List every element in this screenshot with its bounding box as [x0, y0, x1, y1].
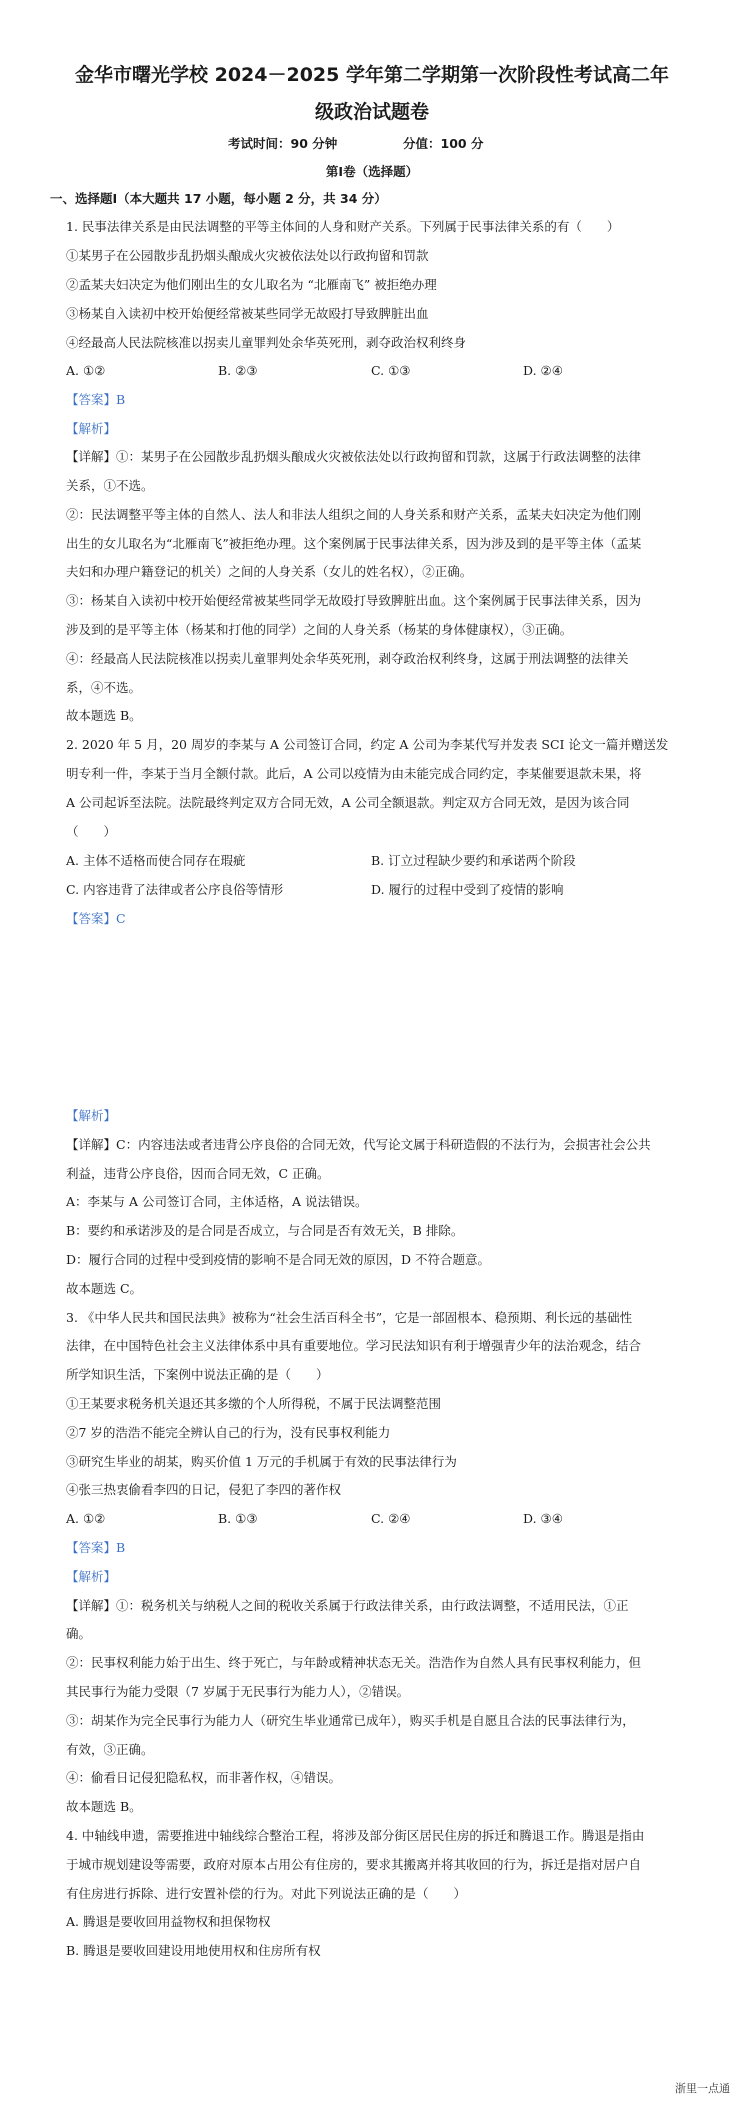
option-c: C. ①③	[371, 363, 411, 378]
detail-line: 关系，①不选。	[66, 478, 154, 493]
option-d: D. ③④	[523, 1511, 563, 1526]
question-stem: 法律，在中国特色社会主义法律体系中具有重要地位。学习民法知识有利于增强青少年的法治观念，结合	[66, 1338, 642, 1353]
exam-time: 考试时间：90 分钟	[228, 136, 338, 151]
statement-item: ③杨某自入读初中校开始便经常被某些同学无故殴打导致脾脏出血	[66, 306, 429, 321]
detail-line: 【详解】①：税务机关与纳税人之间的税收关系属于行政法律关系，由行政法调整，不适用民法，①正	[66, 1598, 629, 1613]
option-b: B. 腾退是要收回建设用地使用权和住房所有权	[66, 1943, 321, 1958]
detail-line: 涉及到的是平等主体（杨某和打他的同学）之间的人身关系（杨某的身体健康权），③正确。	[66, 622, 573, 637]
statement-item: ④张三热衷偷看李四的日记，侵犯了李四的著作权	[66, 1482, 342, 1497]
detail-line: 【详解】C：内容违法或者违背公序良俗的合同无效，代写论文属于科研造假的不法行为，会损害社会公共	[66, 1137, 651, 1152]
option-b: B. ①③	[218, 1511, 258, 1526]
question-stem: 2. 2020 年 5 月，20 周岁的李某与 A 公司签订合同，约定 A 公司为李某代写并发表 SCI 论文一篇并赠送发	[66, 737, 669, 752]
footer-watermark: 浙里一点通	[675, 2082, 730, 2095]
question-stem: A 公司起诉至法院。法院最终判定双方合同无效，A 公司全额退款。判定双方合同无效，是因为该合同	[66, 795, 630, 810]
question-stem: 1. 民事法律关系是由民法调整的平等主体间的人身和财产关系。下列属于民事法律关系的有（ ）	[66, 219, 620, 234]
conclusion-line: 故本题选 B。	[66, 708, 142, 723]
question-stem: 于城市规划建设等需要，政府对原本占用公有住房的，要求其搬离并将其收回的行为，拆迁是指对居户自	[66, 1857, 642, 1872]
option-a: A. ①②	[66, 1511, 106, 1526]
analysis-label: 【解析】	[66, 1569, 117, 1584]
statement-item: ②7 岁的浩浩不能完全辨认自己的行为，没有民事权利能力	[66, 1425, 391, 1440]
statement-item: ②孟某夫妇决定为他们刚出生的女儿取名为 “北雁南飞” 被拒绝办理	[66, 277, 437, 292]
detail-line: A：李某与 A 公司签订合同，主体适格，A 说法错误。	[66, 1194, 368, 1209]
statement-item: ③研究生毕业的胡某，购买价值 1 万元的手机属于有效的民事法律行为	[66, 1454, 457, 1469]
option-d: D. 履行的过程中受到了疫情的影响	[371, 882, 564, 897]
statement-item: ①王某要求税务机关退还其多缴的个人所得税，不属于民法调整范围	[66, 1396, 442, 1411]
exam-score: 分值：100 分	[403, 136, 484, 151]
option-b: B. 订立过程缺少要约和承诺两个阶段	[371, 853, 576, 868]
section-heading: 一、选择题Ⅰ（本大题共 17 小题，每小题 2 分，共 34 分）	[50, 191, 387, 206]
detail-line: 系，④不选。	[66, 680, 142, 695]
detail-line: ④：偷看日记侵犯隐私权，而非著作权，④错误。	[66, 1770, 342, 1785]
option-b: B. ②③	[218, 363, 258, 378]
question-stem: 明专利一件，李某于当月全额付款。此后，A 公司以疫情为由未能完成合同约定，李某催要退款未果，将	[66, 766, 642, 781]
detail-line: ③：胡某作为完全民事行为能力人（研究生毕业通常已成年），购买手机是自愿且合法的民事法律行为，	[66, 1713, 635, 1728]
detail-line: 【详解】①：某男子在公园散步乱扔烟头酿成火灾被依法处以行政拘留和罚款，这属于行政法调整的法律	[66, 449, 642, 464]
detail-line: 利益，违背公序良俗，因而合同无效，C 正确。	[66, 1166, 330, 1181]
answer-label: 【答案】C	[66, 911, 126, 926]
detail-line: ②：民事权利能力始于出生、终于死亡，与年龄或精神状态无关。浩浩作为自然人具有民事权利能力，但	[66, 1655, 642, 1670]
detail-line: B：要约和承诺涉及的是合同是否成立，与合同是否有效无关，B 排除。	[66, 1223, 464, 1238]
conclusion-line: 故本题选 B。	[66, 1799, 142, 1814]
detail-line: 有效，③正确。	[66, 1742, 154, 1757]
volume-heading: 第Ⅰ卷（选择题）	[325, 164, 419, 179]
option-a: A. ①②	[66, 363, 106, 378]
detail-line: ③：杨某自入读初中校开始便经常被某些同学无故殴打导致脾脏出血。这个案例属于民事法律关系，因为	[66, 593, 642, 608]
detail-line: ④：经最高人民法院核准以拐卖儿童罪判处余华英死刑，剥夺政治权利终身，这属于刑法调整的法律关	[66, 651, 629, 666]
question-stem: 3. 《中华人民共和国民法典》被称为“社会生活百科全书”，它是一部固根本、稳预期、利长远的基础性	[66, 1310, 633, 1325]
detail-line: ②：民法调整平等主体的自然人、法人和非法人组织之间的人身关系和财产关系，孟某夫妇决定为他们刚	[66, 507, 642, 522]
statement-item: ④经最高人民法院核准以拐卖儿童罪判处余华英死刑，剥夺政治权利终身	[66, 335, 467, 350]
exam-title-line1: 金华市曙光学校 2024－2025 学年第二学期第一次阶段性考试高二年	[75, 64, 669, 86]
question-stem: （ ）	[66, 824, 117, 839]
detail-line: 确。	[66, 1626, 92, 1641]
statement-item: ①某男子在公园散步乱扔烟头酿成火灾被依法处以行政拘留和罚款	[66, 248, 429, 263]
conclusion-line: 故本题选 C。	[66, 1281, 143, 1296]
detail-line: D：履行合同的过程中受到疫情的影响不是合同无效的原因，D 不符合题意。	[66, 1252, 491, 1267]
option-d: D. ②④	[523, 363, 563, 378]
detail-line: 出生的女儿取名为“北雁南飞”被拒绝办理。这个案例属于民事法律关系，因为涉及到的是平等主体（孟某	[66, 536, 642, 551]
detail-line: 夫妇和办理户籍登记的机关）之间的人身关系（女儿的姓名权），②正确。	[66, 564, 473, 579]
detail-line: 其民事行为能力受限（7 岁属于无民事行为能力人），②错误。	[66, 1684, 410, 1699]
question-stem: 有住房进行拆除、进行安置补偿的行为。对此下列说法正确的是（ ）	[66, 1886, 467, 1901]
option-a: A. 主体不适格而使合同存在瑕疵	[66, 853, 246, 868]
answer-label: 【答案】B	[66, 392, 126, 407]
analysis-label: 【解析】	[66, 1108, 117, 1123]
question-stem: 所学知识生活，下案例中说法正确的是（ ）	[66, 1367, 329, 1382]
option-c: C. 内容违背了法律或者公序良俗等情形	[66, 882, 284, 897]
option-c: C. ②④	[371, 1511, 411, 1526]
analysis-label: 【解析】	[66, 421, 117, 436]
option-a: A. 腾退是要收回用益物权和担保物权	[66, 1914, 271, 1929]
question-stem: 4. 中轴线申遗，需要推进中轴线综合整治工程，将涉及部分街区居民住房的拆迁和腾退工作。腾退是指由	[66, 1828, 645, 1843]
exam-title-line2: 级政治试题卷	[314, 101, 429, 123]
answer-label: 【答案】B	[66, 1540, 126, 1555]
